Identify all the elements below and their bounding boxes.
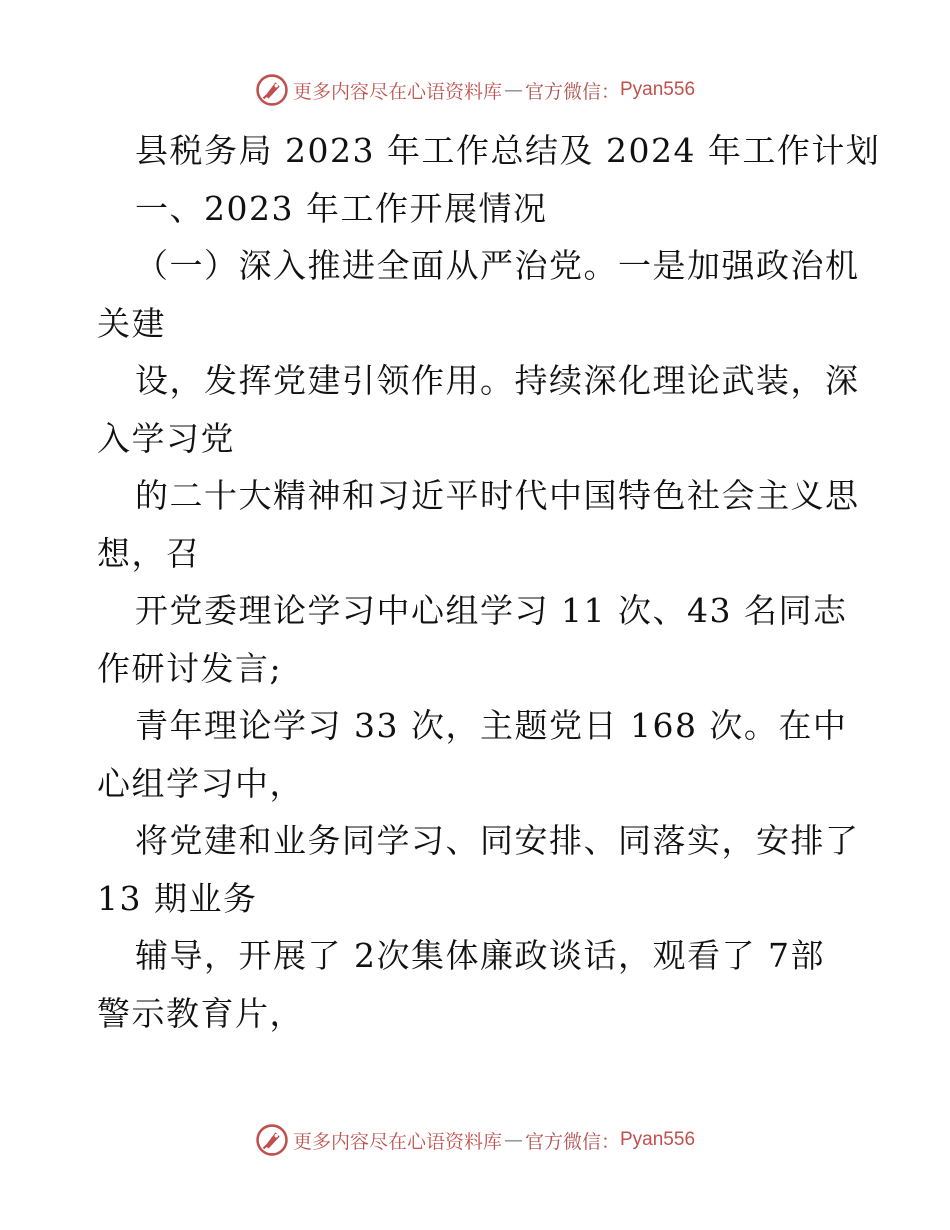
pen-nib-logo-icon: [255, 73, 289, 107]
watermark-separator: —: [503, 79, 523, 101]
watermark-contact-id: Pyan556: [620, 79, 696, 100]
paragraph-line: 作研讨发言;: [97, 648, 283, 688]
watermark-brand: 更多内容尽在心语资料库: [292, 1130, 502, 1153]
watermark-contact-id: Pyan556: [620, 1129, 696, 1150]
paragraph-line: 将党建和业务同学习、同安排、同落实，安排了: [135, 821, 860, 860]
document-body: [97, 122, 881, 1042]
paragraph-line: 想，召: [97, 533, 201, 573]
pen-nib-logo-icon: [255, 1123, 289, 1157]
watermark-separator: —: [503, 1129, 523, 1151]
watermark-contact-label: 官方微信：: [524, 80, 620, 103]
paragraph-line: 关建: [97, 303, 166, 343]
footer-watermark: [0, 1120, 950, 1160]
paragraph-line: 13 期业务: [97, 878, 258, 918]
paragraph-line: 辅导，开展了 2次集体廉政谈话，观看了 7部: [135, 936, 825, 975]
watermark-brand: 更多内容尽在心语资料库: [292, 80, 502, 103]
paragraph-line: 入学习党: [97, 418, 235, 458]
paragraph-line: 的二十大精神和习近平时代中国特色社会主义思: [135, 476, 860, 515]
paragraph-line: 心组学习中，: [97, 763, 304, 803]
paragraph-line: 开党委理论学习中心组学习 11 次、43 名同志: [135, 591, 848, 630]
paragraph-line: （一）深入推进全面从严治党。一是加强政治机: [135, 246, 860, 285]
paragraph-line: 设，发挥党建引领作用。持续深化理论武装，深: [135, 361, 860, 400]
header-watermark: [0, 70, 950, 110]
paragraph-line: 警示教育片，: [97, 993, 304, 1033]
paragraph-line: 青年理论学习 33 次，主题党日 168 次。在中: [135, 706, 848, 745]
document-title: 县税务局 2023 年工作总结及 2024 年工作计划: [135, 131, 881, 170]
section-heading: 一、2023 年工作开展情况: [135, 188, 548, 228]
watermark-contact-label: 官方微信：: [524, 1130, 620, 1153]
